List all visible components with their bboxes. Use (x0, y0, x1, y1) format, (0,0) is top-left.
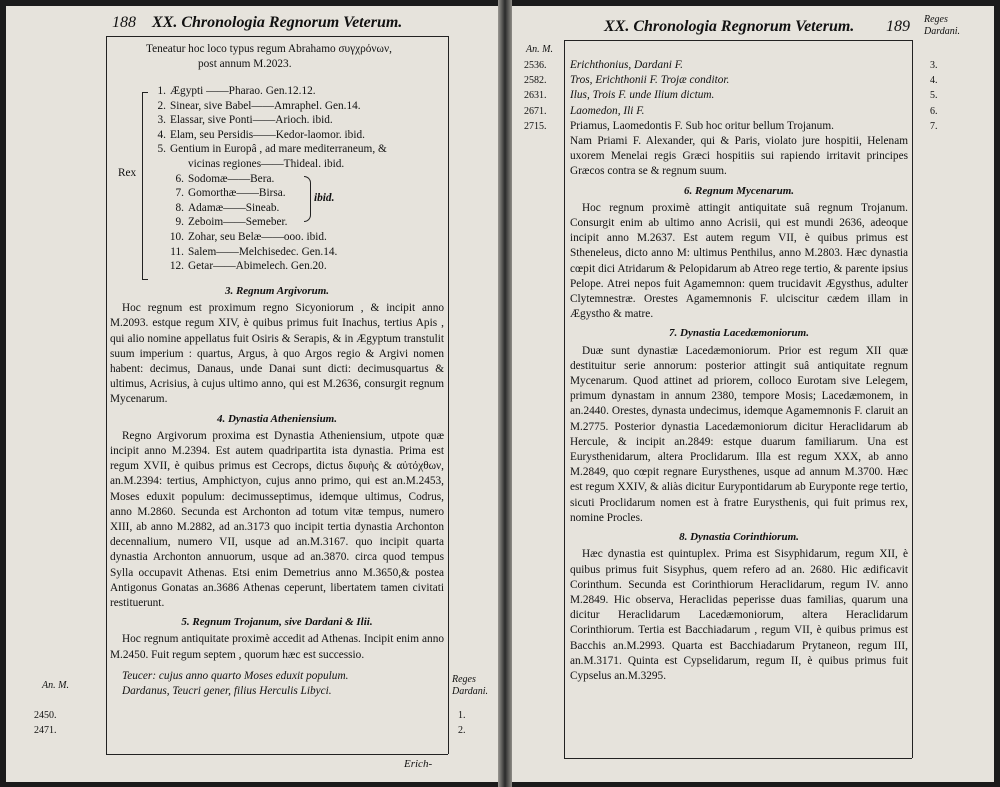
section-title: 6. Regnum Mycenarum. (683, 184, 794, 197)
king-row (148, 142, 468, 157)
header-rule (106, 36, 448, 37)
intro-line: post annum M.2023. (198, 58, 292, 71)
king-text: Ægypti ——Pharao. Gen.12.12. (170, 85, 316, 97)
margin-year: 2471. (34, 725, 57, 737)
king-row (148, 201, 468, 216)
section-title: 5. Regnum Trojanum, sive Dardani & Ilii. (181, 616, 373, 629)
king-number: 6. (175, 172, 184, 185)
margin-numbers (930, 58, 938, 134)
margin-year: 2671. (524, 105, 547, 117)
king-text: Sinear, sive Babel——Amraphel. Gen.14. (170, 99, 361, 112)
king-text: Zohar, seu Belæ——ooo. ibid. (188, 230, 327, 243)
king-number: 8. (175, 201, 184, 214)
king-number: 9. (175, 216, 184, 229)
king-number: 10. (169, 230, 184, 243)
section-paragraph: Hoc regnum proximè attingit antiquitate suâ regnum Trojanum. Consurgit enim ab ultimo anno Acrisii, qui est mundi 2636, adeoque incipit anno M.2637. Est autem regum VII, è quibus primus est Stheneleus, dicto anno M: ultimus Penthilus, anno M.2803. Hæc dynastia cœpit dici Atridarum & Pelopidarum ab Atreo rege tertio, & parente ipsius Pelope. Atrei nepos fuit Agamemnon: quem trucidavit Ægysthus, adulter Clytemnestræ. Orestes Agamemnonis F. ulciscitur cædem illam in Ægystho & matre. (570, 201, 908, 321)
margin-number: 5. (930, 90, 938, 102)
margin-number: 7. (930, 120, 938, 132)
king-text: Salem——Melchisedec. Gen.14. (188, 245, 338, 258)
king-number: 5. (157, 143, 166, 156)
margin-years (34, 708, 57, 738)
king-text: Gentium in Europâ , ad mare mediterraneum, & (170, 143, 387, 156)
margin-number: 1. (458, 710, 466, 721)
king-text: Gomorthæ——Birsa. (188, 187, 286, 200)
margin-reges (452, 674, 496, 698)
king-text: Adamæ——Sineab. (188, 201, 280, 214)
king-text: Elam, seu Persidis——Kedor-laomor. ibid. (170, 128, 365, 141)
margin-number: 3. (930, 60, 938, 71)
margin-label: Reges Dardani. (924, 14, 961, 37)
king-row (148, 128, 468, 143)
trojan-line: Laomedon, Ili F. (570, 104, 645, 117)
king-row (148, 230, 468, 245)
king-text: Getar——Abimelech. Gen.20. (188, 260, 327, 273)
section-title: 3. Regnum Argivorum. (224, 285, 330, 297)
king-row (148, 172, 468, 187)
footer-rule (106, 754, 448, 755)
margin-year: 2450. (34, 710, 57, 721)
king-number: 11. (170, 245, 184, 258)
margin-years (524, 58, 547, 134)
header-rule (564, 40, 912, 41)
margin-number: 6. (930, 105, 938, 117)
margin-number: 2. (458, 725, 466, 737)
section-paragraph: Hoc regnum antiquitate proximè accedit ad Athenas. Incipit enim anno M.2450. Fuit regum septem , quorum hæc est successio. (110, 633, 444, 661)
left-frame-rule (106, 36, 107, 754)
section-paragraph: Hæc dynastia est quintuplex. Prima est Sisyphidarum, regum XII, è quibus primus fuit Sisyphus, quem refero ad an. 2680. Hic ædificavit Corinthum. Secunda est Corinthiorum Heraclidarum, regum IV. anno M.2849. Hic observa, Heraclidas peperisse duas familias, quarum una dicitur Heraclidarum Lacedæmoniorum, altera Heraclidarum Corinthiorum. Tertia est Bacchiadarum , regum VII, è quibus primus est Bacchis an.M.2993. Quarta est Bacchiadarum Prytaneon, regum III, an.M.3171. Quinta est Cypselidarum, regum II, è quibus primus fuit Cypselus an.M.3295. (570, 548, 908, 682)
footer-rule (564, 758, 912, 759)
running-title: XX. Chronologia Regnorum Veterum. (604, 18, 855, 35)
margin-year: 2582. (524, 75, 547, 87)
margin-year: 2715. (524, 120, 547, 132)
trojan-line: Tros, Erichthonii F. Trojæ conditor. (570, 74, 730, 87)
margin-number: 4. (930, 75, 938, 87)
section-paragraph: Duæ sunt dynastiæ Lacedæmoniorum. Prior est regum XII quæ destituitur serie annorum: posterior attingit suâ antiquitate regnum Mycenarum. Quod attinet ad priorem, colloco Eurotam sive Lelegem, primum dynastam in annum 2380, tempore Mosis; Lacedæmonem, in an.2440. Orestes, dynasta undecimus, idemque Agamemnonis F. claruit an M.2775. Posterior dynastia Lacedæmoniorum dicitur Heraclidarum ab Hercule, & incipit an.2849: estque duarum familiarum. Una est Eurysthenidarum, altera Proclidarum. Illa est regum XXX, ab anno M.2849, quo cœpit regnare Eurysthenes, usque ad annum M.3700. Hæc est regum XXIV, & aliàs dicitur Eurypontidarum ab Eurypontе rege tertio, sicuti Proclidarum nomen est à fratre Eurysthenis, qui fuit primus rex, nomine Procles. (570, 344, 908, 524)
king-number: 7. (175, 187, 184, 200)
king-row (148, 157, 468, 172)
section-paragraph: Nam Priami F. Alexander, qui & Paris, violato jure hospitii, Helenam uxorem Menelai regis Græci hospitiis sui rapiendo irritavit principes Græcos contra se & regnum suum. (570, 135, 908, 178)
section-paragraph: Hoc regnum est proximum regno Sicyoniorum , & incipit anno M.2093. estque regum XIV, è quibus primus fuit Inachus, tertius Apis , qui alio nomine appellatus fuit Osiris & Serapis, & in Ægyptum transtulit suum imperium : quartus, Argus, à quo Argos regio & Argivi nomen habent: decimus, Danaus, unde Danai sunt dicti: decimusquartus & ultimus, Acrisius, à cujus ultimo anno, qui est M.2636, consurgit regnum Mycenarum. (110, 302, 444, 406)
king-number: 4. (157, 128, 166, 141)
king-row (148, 245, 468, 260)
left-frame-rule (564, 40, 565, 758)
margin-year: 2536. (524, 60, 547, 71)
right-body (570, 58, 908, 684)
ibid-label: ibid. (314, 192, 335, 204)
king-number: 1. (157, 85, 166, 97)
left-page (6, 6, 498, 782)
margin-an-m (42, 678, 69, 693)
margin-numbers (458, 708, 466, 738)
catchword: Erich- (404, 758, 433, 770)
king-text: Zeboim——Semeber. (188, 216, 288, 229)
book-gutter (498, 0, 512, 787)
trojan-line: Ilus, Trois F. unde Ilium dictum. (570, 89, 715, 102)
trojan-line: Erichthonius, Dardani F. (570, 59, 683, 71)
page-number: 189 (886, 18, 910, 35)
trojan-line: Teucer: cujus anno quarto Moses eduxit populum. (122, 669, 349, 682)
page-number: 188 (112, 14, 136, 31)
king-number: 3. (157, 114, 166, 127)
king-text: Sodomæ——Bera. (188, 172, 275, 185)
king-text: Elassar, sive Ponti——Arioch. ibid. (170, 114, 333, 127)
section-paragraph: Regno Argivorum proxima est Dynastia Atheniensium, utpote quæ incipit anno M.2394. Est autem quadripartita ista dynastia. Prima est regum XVII, è quibus primus est Cecrops, dictus διφυὴς & αὐτόχθων, an.M.2394: tertius, Amphictyon, cujus anno primo, qui est an.M.2453, Moses eduxit populum: decimusseptimus, idemque ultimus, Codrus, anno M.2860. Secunda est Archonton ad totum vitæ tempus, numero XIII, ab anno M.2882, ad an.3173 quo incipit tertia dynastia Archonton decennalium, numero VII, usque ad an.M.3167. quo incipit quarta dynastia Archonton annuorum, usque ad an.3870. circa quod tempus Sylla occupavit Athenas. Etsi enim Demetrius anno M.3650,& postea Antigonus Gonatas an.3686 Athenas ceperunt, libertatem tamen civitati restituerunt. (110, 429, 444, 610)
margin-an-m (526, 42, 553, 57)
left-body (110, 280, 444, 699)
margin-label: An. M. (42, 680, 69, 691)
running-title: XX. Chronologia Regnorum Veterum. (152, 14, 403, 31)
rex-label: Rex (118, 167, 137, 179)
king-row (148, 99, 468, 114)
intro-line: Teneatur hoc loco typus regum Abrahamo συγχρόνων, (146, 43, 392, 55)
right-page (512, 6, 994, 782)
right-frame-rule (912, 40, 913, 758)
margin-label: Reges Dardani. (452, 674, 489, 697)
kings-list (128, 84, 468, 274)
king-row (148, 215, 468, 230)
king-row (148, 84, 468, 99)
intro-text (146, 42, 446, 72)
king-row (148, 186, 468, 201)
section-title: 7. Dynastia Lacedæmoniorum. (669, 327, 809, 340)
trojan-line: Dardanus, Teucri gener, filius Herculis Libyci. (122, 685, 332, 698)
king-number: 12. (169, 260, 184, 273)
trojan-line: Priamus, Laomedontis F. Sub hoc oritur bellum Trojanum. (570, 119, 834, 132)
section-title: 4. Dynastia Atheniensium. (216, 412, 337, 425)
king-number: 2. (157, 99, 166, 112)
section-title: 8. Dynastia Corinthiorum. (679, 531, 799, 544)
king-row (148, 259, 468, 274)
king-text: vicinas regiones——Thideal. ibid. (188, 157, 345, 170)
margin-label: An. M. (526, 44, 553, 55)
king-row (148, 113, 468, 128)
margin-reges (924, 14, 984, 38)
margin-year: 2631. (524, 90, 547, 102)
